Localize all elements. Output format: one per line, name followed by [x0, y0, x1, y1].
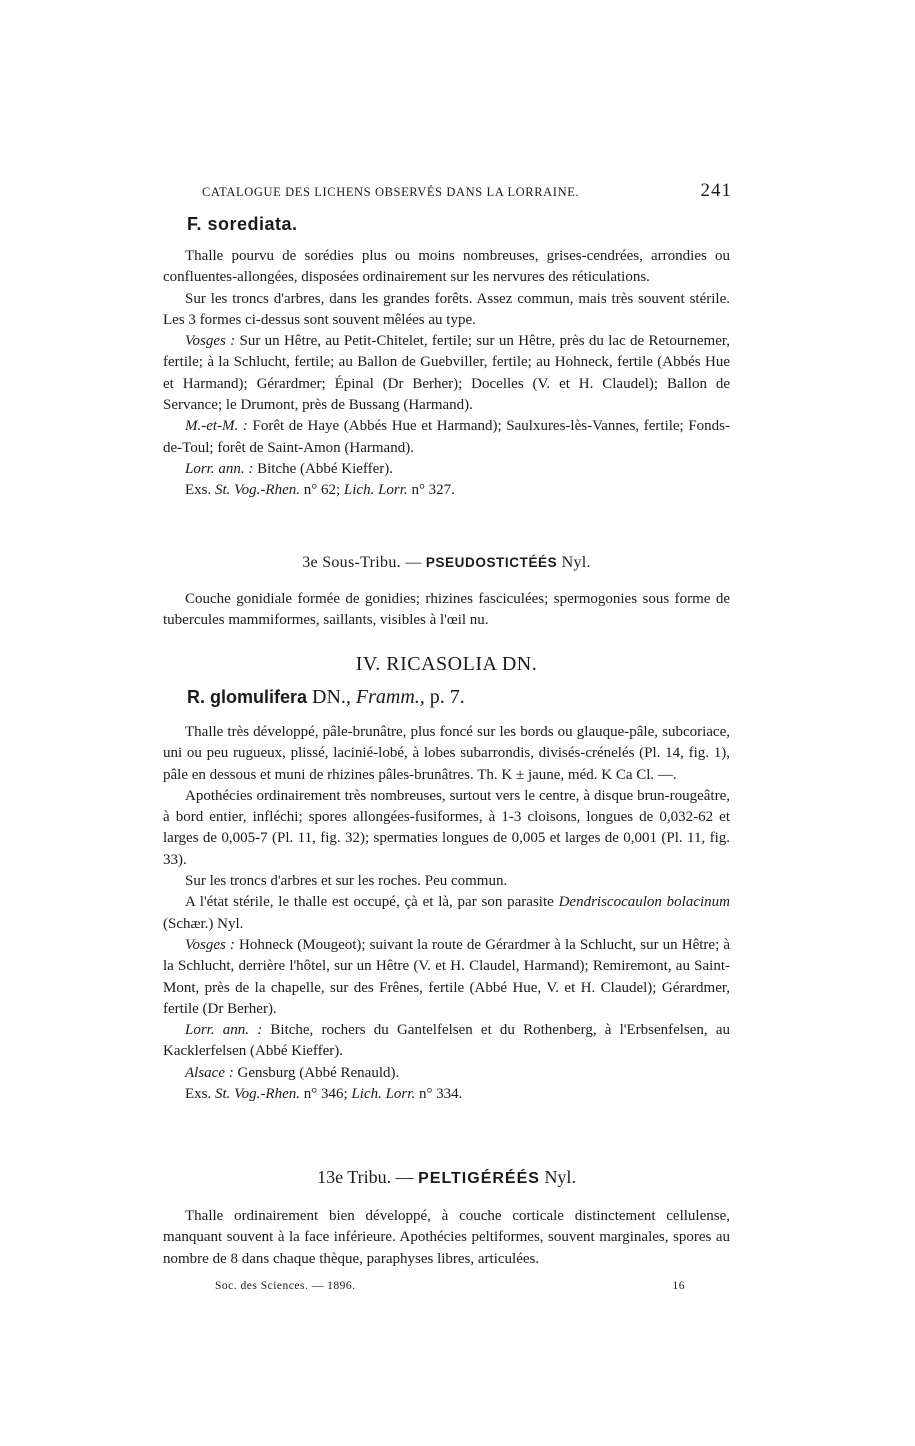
exs-series: Lich. Lorr.: [351, 1086, 416, 1103]
running-head: [202, 182, 732, 204]
running-head-title: CATALOGUE DES LICHENS OBSERVÉS DANS LA LORRAINE.: [202, 185, 580, 199]
locality-text: Bitche (Abbé Kieffer).: [257, 460, 394, 477]
species-author: DN.,: [312, 686, 351, 708]
text-run: A l'état stérile, le thalle est occupé, çà et là, par son parasite: [185, 894, 554, 911]
page-number: 241: [700, 180, 732, 201]
paragraph: Thalle pourvu de sorédies plus ou moins nombreuses, grises-cendrées, arrondies ou confluentes-allongées, disposées ordinairement sur les nervures des réticulations.: [163, 248, 730, 286]
society-imprint: Soc. des Sciences. — 1896.: [215, 1280, 356, 1292]
paragraph: Sur les troncs d'arbres, dans les grandes forêts. Assez commun, mais très souvent stérile. Les 3 formes ci-dessus sont souvent mêlées au type.: [163, 290, 730, 328]
species-body: [163, 722, 730, 1105]
text-run: (Schær.) Nyl.: [163, 915, 244, 932]
locality-paragraph: [163, 1063, 730, 1084]
exs-series: Lich. Lorr.: [343, 482, 408, 499]
exs-series: St. Vog.-Rhen.: [215, 1086, 300, 1103]
tribe-heading: [163, 1167, 730, 1188]
tribe-description: Thalle ordinairement bien développé, à couche corticale distinctement cellulense, manquant souvent à la face inférieure. Apothécies peltiformes, souvent marginales, spores au nombre de 8 dans chaque thèque, paraphyses libres, articulées.: [163, 1208, 730, 1267]
locality-text: Forêt de Haye (Abbés Hue et Harmand); Saulxures-lès-Vannes, fertile; Fonds-de-Toul; forêt de Saint-Amon (Harmand).: [163, 418, 730, 456]
exs-series: St. Vog.-Rhen.: [215, 482, 300, 499]
locality-paragraph: [163, 331, 730, 416]
locality-text: Gensburg (Abbé Renauld).: [237, 1064, 400, 1081]
form-heading: F. sorediata.: [187, 214, 298, 234]
subtribe-author: Nyl.: [561, 554, 591, 571]
paragraph: Thalle très développé, pâle-brunâtre, plus foncé sur les bords ou glauque-pâle, subcoriace, uni ou peu rugueux, plissé, lacinié-lobé, à lobes subarrondis, divisés-crénelés (Pl. 14, fig. 1), pâle en dessous et muni de rhizines pâles-brunâtres. Th. K ± jaune, méd. K Ca Cl. —.: [163, 724, 730, 783]
subtribe-prefix: 3e Sous-Tribu. —: [302, 554, 422, 571]
locality-text: Hohneck (Mougeot); suivant la route de Gérardmer à la Schlucht, sur un Hêtre; à la Schlucht, derrière l'hôtel, sur un Hêtre (V. et H. Claudel, Harmand); Remiremont, au Saint-Mont, près de la chapelle, sur des Frênes, fertile (Abbé Hue, V. et H. Claudel); Gérardmer, fertile (Dr Berher).: [163, 936, 730, 1017]
exs-number: n° 62;: [303, 482, 341, 499]
tribe-name: PELTIGÉRÉÉS: [418, 1170, 540, 1187]
species-reference: Framm.,: [355, 686, 425, 708]
species-reference-page: p. 7.: [429, 686, 465, 708]
page-footer: [215, 1280, 685, 1298]
region-label: Lorr. ann. :: [185, 1022, 263, 1039]
subtribe-name: PSEUDOSTICTÉÉS: [425, 555, 558, 570]
paragraph: Sur les troncs d'arbres et sur les roches. Peu commun.: [185, 873, 508, 890]
tribe-description-block: [163, 1206, 730, 1270]
signature-mark: 16: [672, 1280, 685, 1292]
subtribe-heading: [163, 554, 730, 572]
parasite-name: Dendriscocaulon bolacinum: [558, 894, 731, 911]
paragraph: [163, 892, 730, 935]
region-label: M.-et-M. :: [185, 418, 248, 435]
paragraph: Apothécies ordinairement très nombreuses, surtout vers le centre, à disque brun-rougeâtre, à bord entier, infléchi; spores allongées-fusiformes, à 1-3 cloisons, longues de 0,032-62 et larges de 0,005-7 (Pl. 11, fig. 32); spermaties longues de 0,005 et larges de 0,001 (Pl. 11, fig. 33).: [163, 787, 730, 868]
exs-number: n° 327.: [411, 482, 455, 499]
exsiccata-line: [163, 480, 730, 501]
locality-paragraph: [163, 459, 730, 480]
tribe-author: Nyl.: [544, 1167, 576, 1187]
region-label: Vosges :: [185, 333, 236, 350]
tribe-prefix: 13e Tribu. —: [317, 1167, 414, 1187]
exsiccata-line: [163, 1084, 730, 1105]
genus-heading: IV. RICASOLIA DN.: [355, 653, 538, 675]
subtribe-description-block: [163, 589, 730, 632]
form-sorediata-body: [163, 246, 730, 502]
exs-number: n° 346;: [303, 1086, 348, 1103]
species-heading: [187, 686, 465, 709]
region-label: Vosges :: [185, 936, 235, 953]
locality-paragraph: [163, 1020, 730, 1063]
subtribe-description: Couche gonidiale formée de gonidies; rhizines fasciculées; spermogonies sous forme de tubercules mammiformes, saillants, visibles à l'œil nu.: [163, 591, 730, 629]
region-label: Lorr. ann. :: [185, 460, 254, 477]
locality-text: Bitche, rochers du Gantelfelsen et du Rothenberg, à l'Erbsenfelsen, au Kacklerfelsen (Abbé Kieffer).: [163, 1022, 730, 1060]
exs-label: Exs.: [185, 1086, 212, 1103]
locality-paragraph: [163, 935, 730, 1020]
species-name: R. glomulifera: [187, 687, 308, 707]
region-label: Alsace :: [185, 1064, 234, 1081]
locality-text: Sur un Hêtre, au Petit-Chitelet, fertile; sur un Hêtre, près du lac de Retournemer, fertile; à la Schlucht, fertile; au Ballon de Guebviller, fertile; au Hohneck, fertile (Abbés Hue et Harmand); Gérardmer; Épinal (Dr Berher); Docelles (V. et H. Claudel); Ballon de Servance; le Drumont, près de Bussang (Harmand).: [163, 333, 730, 414]
exs-number: n° 334.: [418, 1086, 463, 1103]
locality-paragraph: [163, 416, 730, 459]
exs-label: Exs.: [185, 482, 212, 499]
